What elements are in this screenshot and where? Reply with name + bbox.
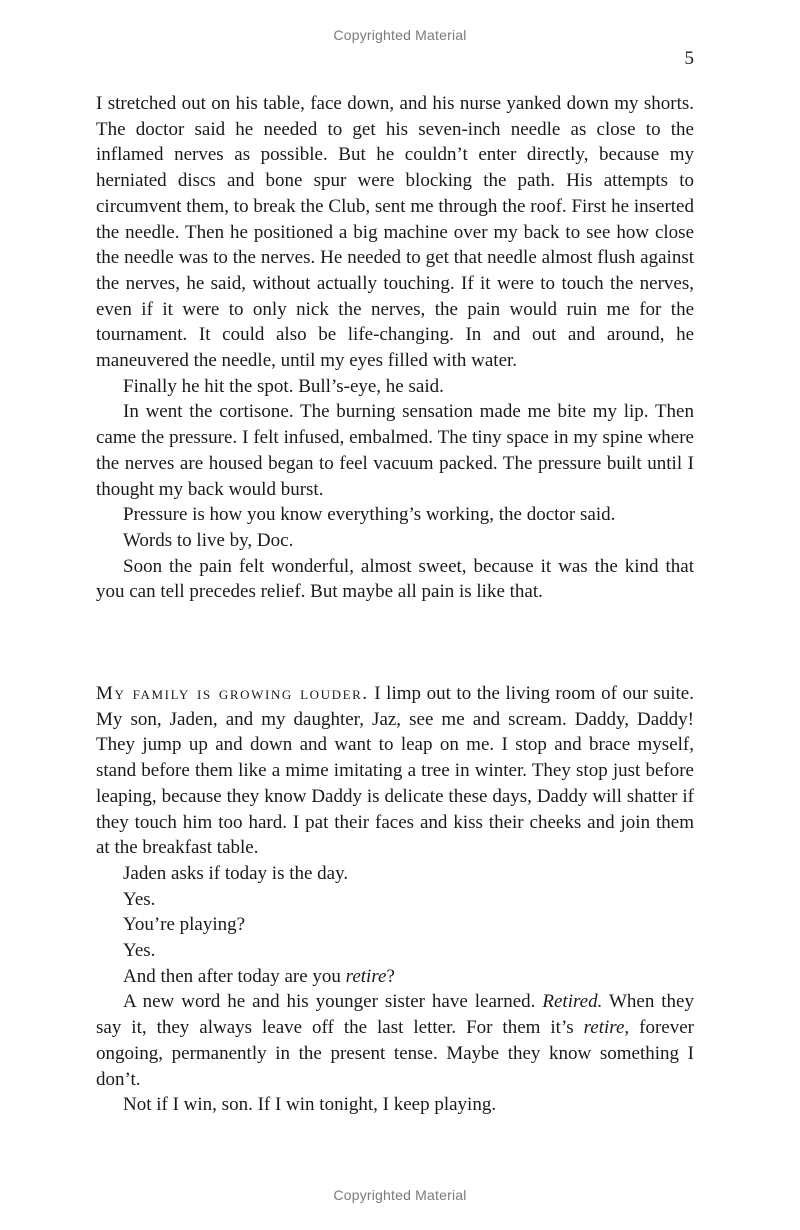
paragraph: Soon the pain felt wonderful, almost sweet, because it was the kind that you can tell precedes relief. But maybe all pain is like that. <box>96 555 694 603</box>
section-lead-in: My family is growing louder. <box>96 683 369 704</box>
page-number: 5 <box>684 48 694 69</box>
italic-word: Retired. <box>542 991 603 1013</box>
paragraph: In went the cortisone. The burning sensation made me bite my lip. Then came the pressure. I felt infused, embalmed. The tiny space in my spine where the nerves are housed began to feel vacuum packed. The pressure built until I thought my back would burst. <box>96 401 694 500</box>
paragraph-text: ? <box>386 965 395 987</box>
italic-word: retire, <box>583 1017 630 1039</box>
paragraph-text: When they say it, they always leave off the last letter. For them it’s <box>96 991 694 1039</box>
paragraph <box>96 681 694 861</box>
paragraph: Jaden asks if today is the day. <box>123 862 349 884</box>
paragraph: Yes. <box>123 888 156 910</box>
paragraph: Finally he hit the spot. Bull’s-eye, he said. <box>123 375 444 397</box>
paragraph-text: I limp out to the living room of our suite. My son, Jaden, and my daughter, Jaz, see me and scream. Daddy, Daddy! They jump up and down and want to leap on me. I stop and brace myself, stand before them like a mime imitating a tree in winter. They stop just before leaping, because they know Daddy is delicate these days, Daddy will shatter if they touch him too hard. I pat their faces and kiss their cheeks and join them at the breakfast table. <box>96 683 694 859</box>
paragraph <box>96 964 694 990</box>
paragraph: Words to live by, Doc. <box>123 529 294 551</box>
copyright-watermark-bottom: Copyrighted Material <box>333 1187 467 1203</box>
paragraph <box>96 989 694 1092</box>
section-2-text <box>96 681 694 1118</box>
paragraph-text: A new word he and his younger sister have learned. <box>123 991 543 1013</box>
paragraph-text: forever ongoing, permanently in the present tense. Maybe they know something I don’t. <box>96 1017 694 1090</box>
paragraph: I stretched out on his table, face down, and his nurse yanked down my shorts. The doctor said he needed to get his seven-inch needle as close to the inflamed nerves as possible. But he couldn’t enter directly, because my herniated discs and bone spur were blocking the path. His attempts to circumvent them, to break the Club, sent me through the roof. First he inserted the needle. Then he positioned a big machine over my back to see how close the needle was to the nerves. He needed to get that needle almost flush against the nerves, he said, without actually touching. If it were to touch the nerves, even if it were to only nick the nerves, the pain would ruin me for the tournament. It could also be life-changing. In and out and around, he maneuvered the needle, until my eyes filled with water. <box>96 93 694 372</box>
paragraph: Yes. <box>123 940 156 962</box>
paragraph: You’re playing? <box>123 914 246 936</box>
copyright-watermark-top: Copyrighted Material <box>333 27 467 43</box>
paragraph-text: And then after today are you <box>123 965 346 987</box>
paragraph: Pressure is how you know everything’s working, the doctor said. <box>123 504 616 526</box>
italic-word: retire <box>345 965 387 987</box>
section-1-text <box>96 91 694 605</box>
paragraph: Not if I win, son. If I win tonight, I keep playing. <box>123 1094 497 1116</box>
